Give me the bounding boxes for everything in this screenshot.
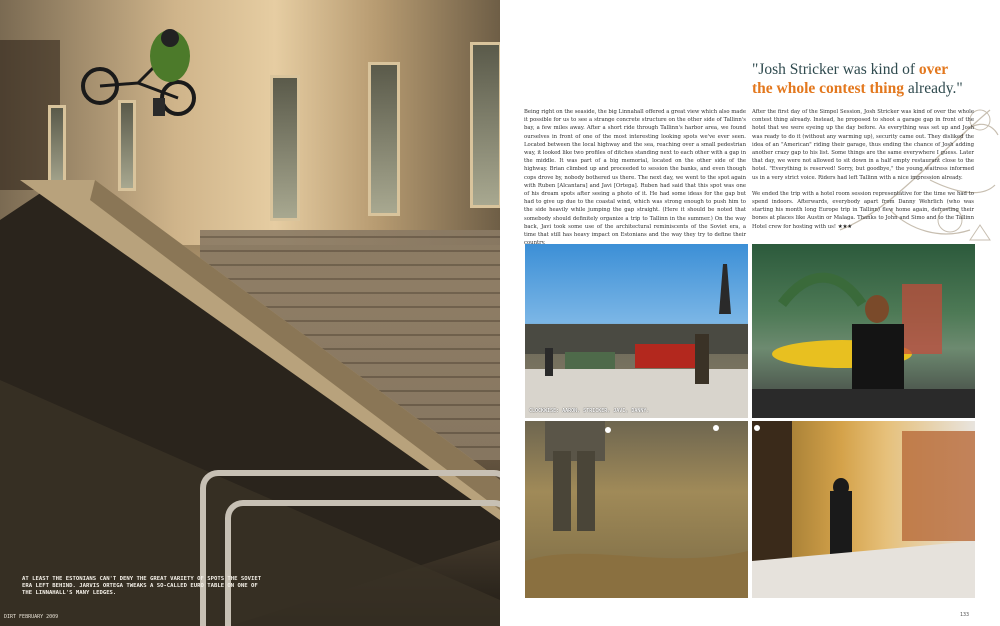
snow-dot <box>605 427 611 433</box>
right-folio: 133 <box>960 612 970 618</box>
snow-dot <box>754 425 760 431</box>
photo-mural-portrait <box>752 244 975 418</box>
article-column-2 <box>752 108 974 239</box>
church-spire-icon <box>525 244 748 418</box>
mural-icon <box>752 244 975 418</box>
article-paragraph: Being right on the seaside, the big Linnahall offered a great view which also made it possible for us to see a strange concrete structure on the other side of Tallinn's bay, a few miles away. After a short ride through Tallinn's harbor area, we found ourselves in front of one of the most interesting looking spots we've ever seen. Located between the local highway and the sea, reaching over a small pedestrian way, it looked like two profiles of ditches standing next to each other with a gap in the middle. It was part of a big memorial, located on the other side of the highway. Brian climbed up and proceeded to session the banks, and even though cops drove by, nobody bothered us there. The next day, we went to the spot again with Ruben [Alcantara] and Javi [Ortega]. Ruben had said that this spot was one of his dream spots after seeing a photo of it. He had some ideas for the gap but had to give up due to the coastal wind, which was strong enough to push him to the side heavily while jumping the gap straight. (Here it should be noted that somebody should definitely organize a trip to Tallinn in the summer.) On the way back, Javi took some use of the architectural reminiscents of the Soviet era, a time that still has heavy impact on Estonians and the way they try to define their <box>524 109 746 239</box>
alley-icon <box>752 421 975 598</box>
photo-alley-snow <box>752 421 975 598</box>
snow-dot <box>713 425 719 431</box>
pull-quote-part1: "Josh Stricker was kind of <box>752 61 919 78</box>
pull-quote <box>752 60 972 98</box>
photo-dry-grass <box>525 421 748 598</box>
article-paragraph <box>752 190 974 231</box>
building-window <box>48 105 66 191</box>
left-folio: DIRT FEBRUARY 2009 <box>4 614 59 620</box>
pull-quote-highlight: over the whole contest thing <box>752 61 948 97</box>
left-photo-caption: AT LEAST THE ESTONIANS CAN'T DENY THE GREAT VARIETY OF SPOTS THE SOVIET ERA LEFT BEHIND. JARVIS ORTEGA TWEAKS A SO-CALLED EURO TABLE ON ONE OF THE LINNAHALL'S MANY LEDGES. <box>22 576 262 596</box>
end-mark: ★★★ <box>837 223 852 230</box>
rider-legs-icon <box>525 421 748 598</box>
article-column-1 <box>524 108 746 247</box>
photo-grid-caption: CLOCKWISE: AARON, STRICKER, JAVI, DANNY. <box>529 408 650 414</box>
bmx-rider-icon <box>78 28 218 128</box>
article-paragraph-text: We ended the trip with a hotel room session representative for the time we had to spend indoors. Afterwards, everybody apart from Danny Wehrlich (who was starting his month long Europe trip in Tallinn) flew home again, defrosting their bones at places like Austin or Malaga. Thanks to John and Simo and to the Tallinn Hotel crew for hosting with us! <box>752 190 974 230</box>
photo-street-scene <box>525 244 748 418</box>
pull-quote-part2: already." <box>903 80 963 97</box>
article-paragraph: After the first day of the Simpel Session, Josh Stricker was kind of over the whole contest thing already. Instead, he proposed to shoot a garage gap in front of the hotel that we were eyeing up the day before. As everything was set up and Josh was ready to do it (without any warming up), security came out. They disliked the idea of an "American" riding their garage, thus ending the chance of Josh adding another crazy gap to his list. Some things are the same everywhere I guess. Later that day, we were not allowed to sit down in a half empty restaurant close to the hotel. "Everything is reserved! Sorry, but goodbye," the young waitress informed us in a very strict voice. Riders had left Tallinn with a nice impression already. <box>752 109 974 181</box>
metal-railing <box>225 500 500 626</box>
